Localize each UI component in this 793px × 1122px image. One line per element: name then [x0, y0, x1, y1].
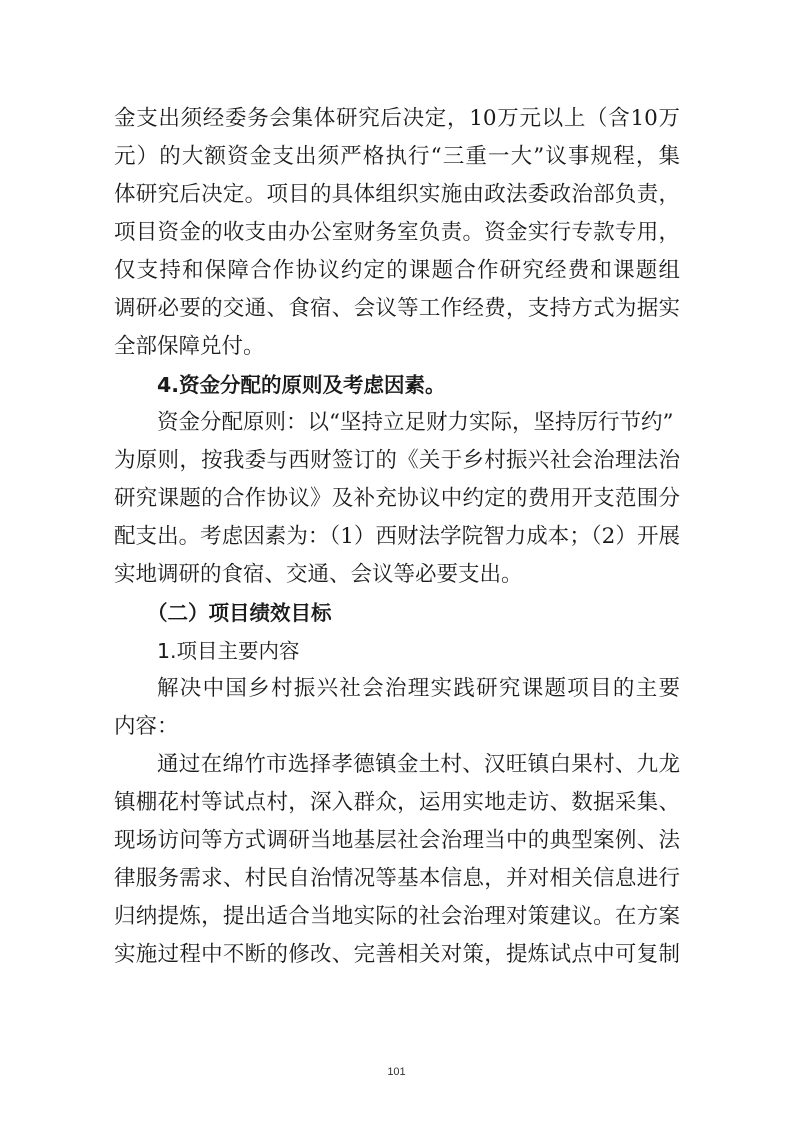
- section-heading: 4.资金分配的原则及考虑因素。: [157, 373, 446, 397]
- section-heading: （二）项目绩效目标: [147, 601, 332, 625]
- paragraph-line: 内容：: [114, 714, 179, 739]
- paragraph-line: 调研必要的交通、食宿、会议等工作经费，支持方式为据实: [114, 296, 680, 321]
- paragraph-line: 全部保障兑付。: [114, 334, 265, 359]
- paragraph-line: 元）的大额资金支出须严格执行“三重一大”议事规程，集: [114, 144, 680, 169]
- document-body: [114, 100, 680, 974]
- paragraph-line: 通过在绵竹市选择孝德镇金土村、汉旺镇白果村、九龙: [157, 752, 680, 777]
- paragraph-line: 配支出。考虑因素为：（1）西财法学院智力成本；（2）开展: [114, 524, 680, 549]
- paragraph-line: 研究课题的合作协议》及补充协议中约定的费用开支范围分: [114, 486, 680, 511]
- paragraph-line: 为原则，按我委与西财签订的《关于乡村振兴社会治理法治: [114, 448, 680, 473]
- paragraph-line: 项目资金的收支由办公室财务室负责。资金实行专款专用，: [114, 220, 680, 245]
- paragraph-line: 资金分配原则：以“坚持立足财力实际，坚持厉行节约”: [157, 410, 674, 435]
- page-number: 101: [387, 1066, 406, 1078]
- subsection-heading: 1.项目主要内容: [157, 639, 300, 663]
- paragraph-line: 归纳提炼，提出适合当地实际的社会治理对策建议。在方案: [114, 904, 680, 929]
- paragraph-line: 律服务需求、村民自治情况等基本信息，并对相关信息进行: [114, 866, 680, 891]
- paragraph-line: 体研究后决定。项目的具体组织实施由政法委政治部负责，: [114, 182, 680, 207]
- paragraph-line: 金支出须经委务会集体研究后决定，10万元以上（含10万: [114, 106, 680, 131]
- paragraph-line: 解决中国乡村振兴社会治理实践研究课题项目的主要: [157, 676, 680, 701]
- paragraph-line: 仅支持和保障合作协议约定的课题合作研究经费和课题组: [114, 258, 680, 283]
- paragraph-line: 现场访问等方式调研当地基层社会治理当中的典型案例、法: [114, 828, 680, 853]
- paragraph-line: 镇棚花村等试点村，深入群众，运用实地走访、数据采集、: [114, 790, 680, 815]
- paragraph-line: 实施过程中不断的修改、完善相关对策，提炼试点中可复制: [114, 942, 680, 967]
- paragraph-line: 实地调研的食宿、交通、会议等必要支出。: [114, 562, 523, 587]
